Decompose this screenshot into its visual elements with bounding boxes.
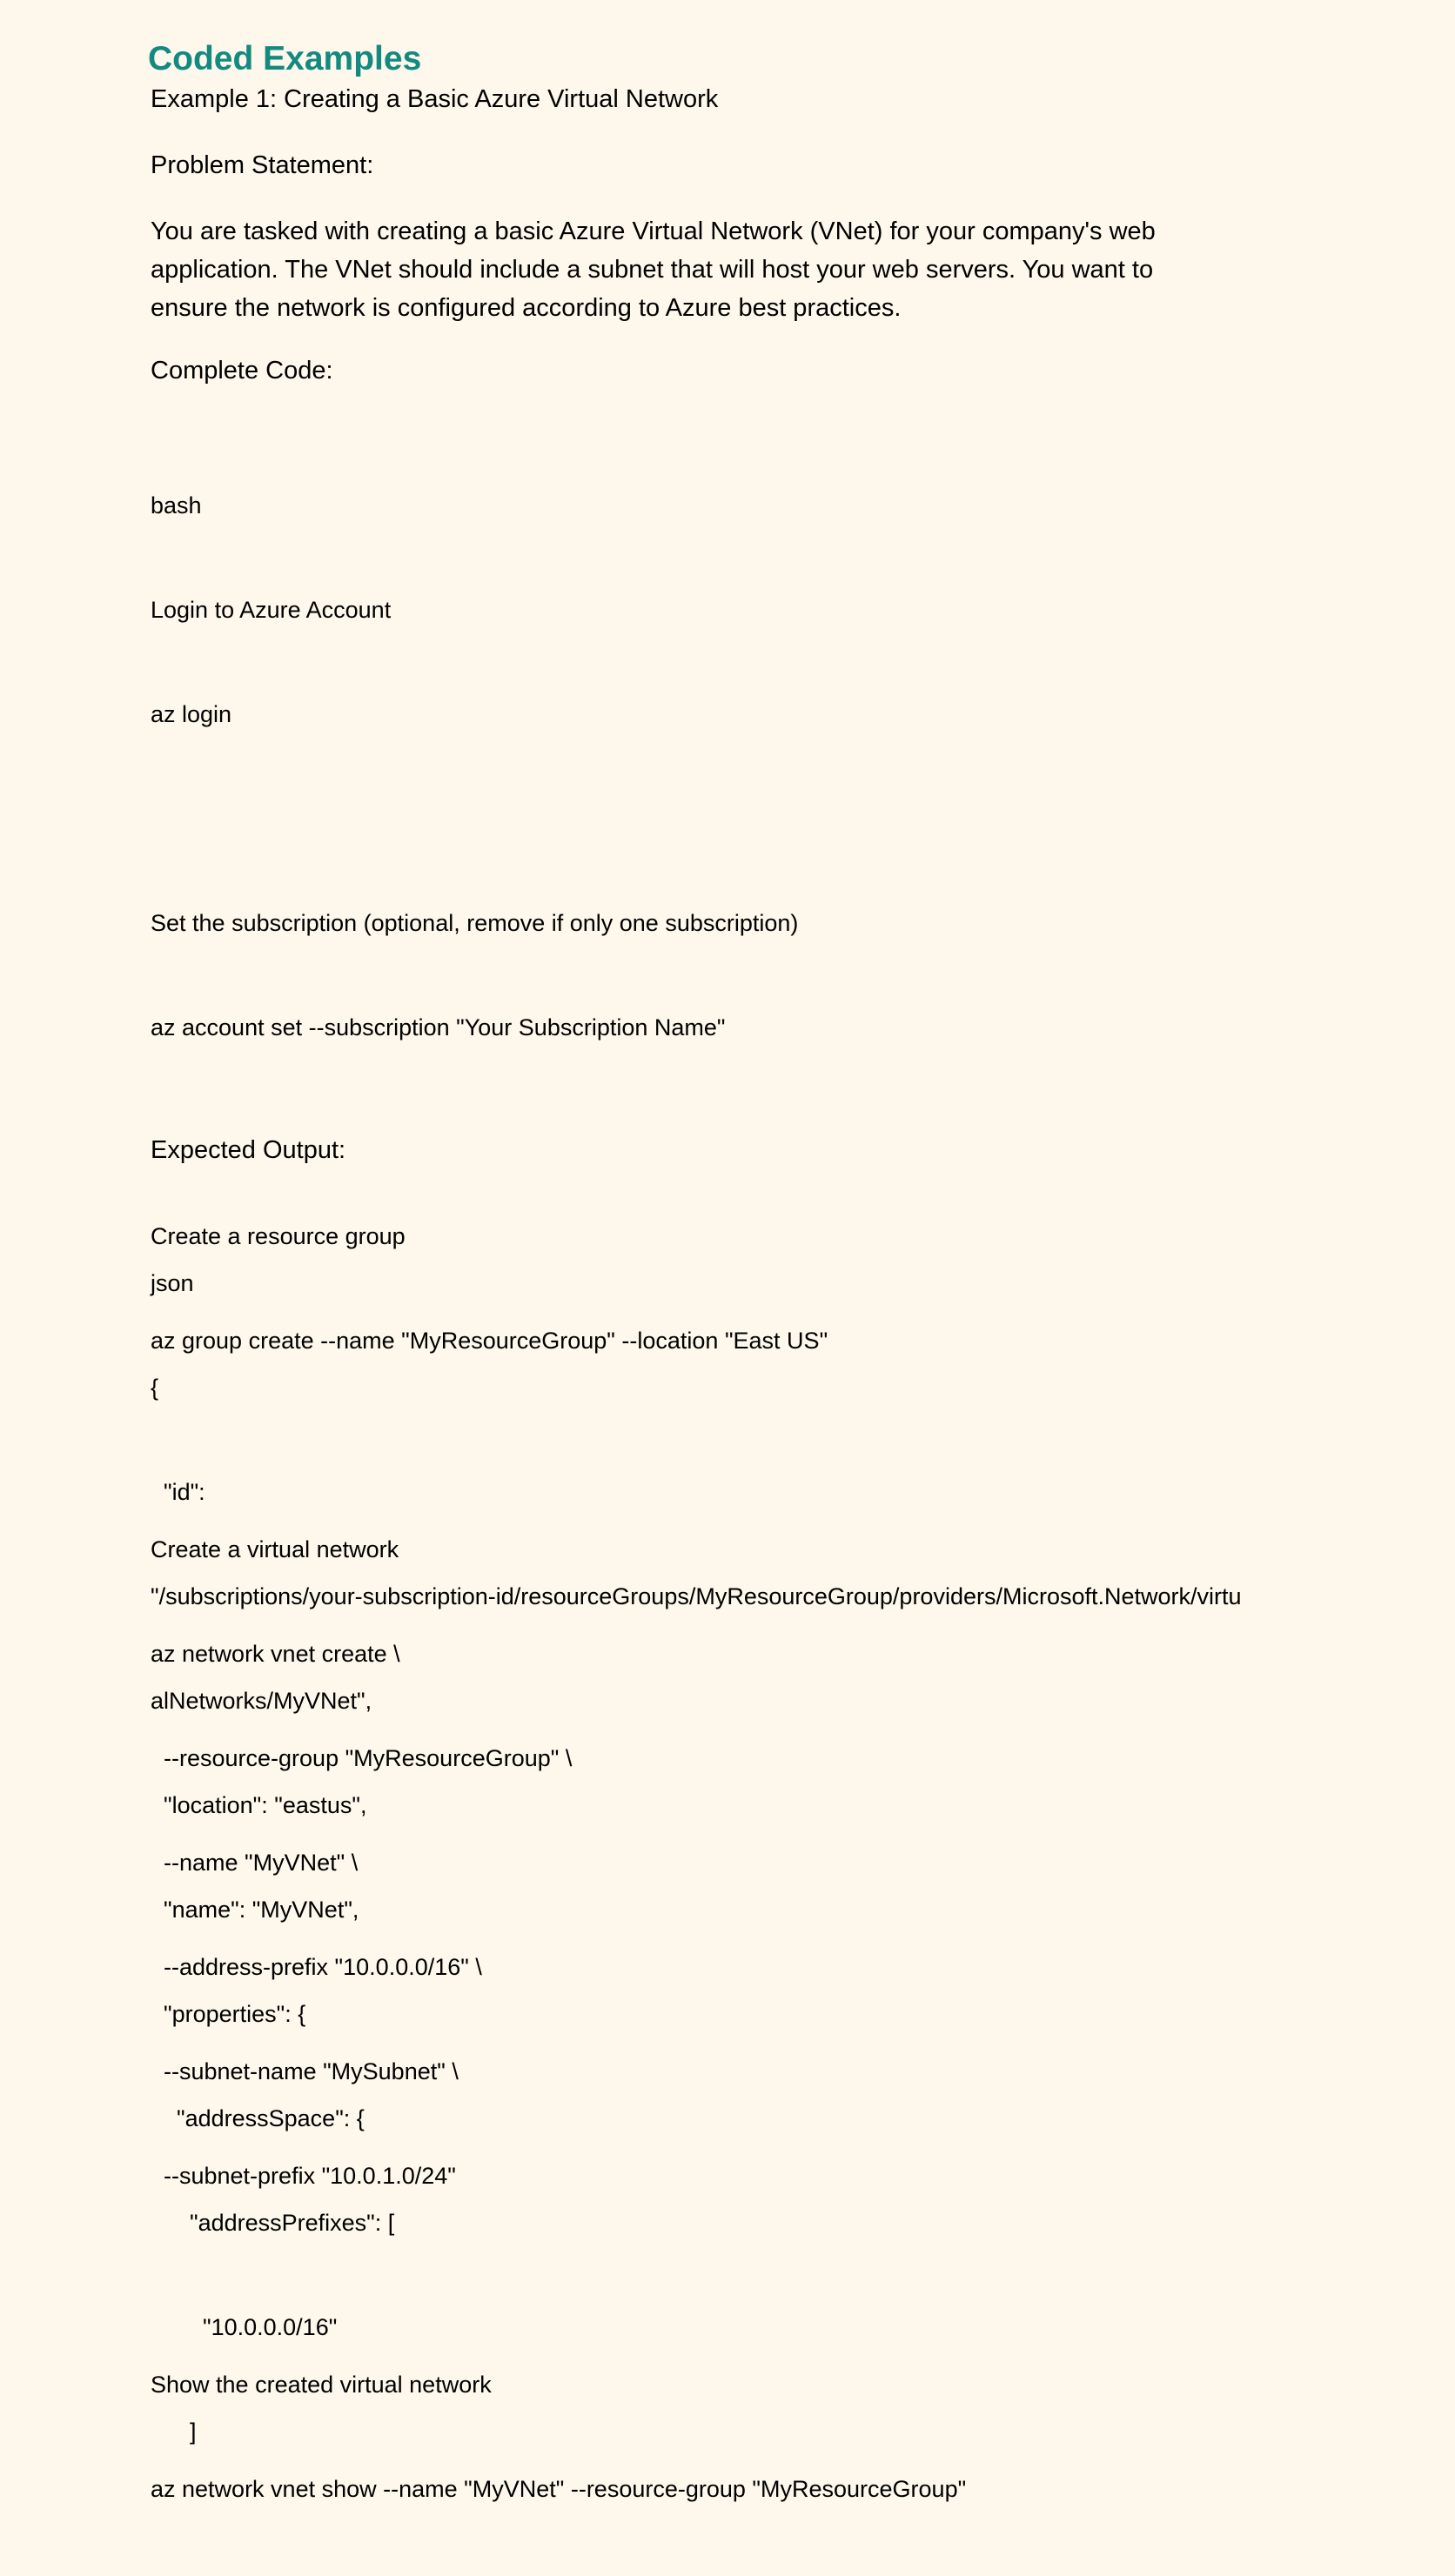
problem-line: ensure the network is configured according to Azure best practices. — [151, 294, 902, 322]
code-line: "properties": { — [151, 2001, 306, 2027]
code-line: Login to Azure Account — [151, 597, 392, 623]
code-line: "name": "MyVNet", — [151, 1897, 359, 1923]
code-line: --name "MyVNet" \ — [151, 1850, 359, 1876]
code-line: alNetworks/MyVNet", — [151, 1688, 372, 1714]
code-line: az network vnet create \ — [151, 1641, 400, 1667]
section-heading: Coded Examples — [148, 40, 422, 77]
example-title: Example 1: Creating a Basic Azure Virtual Network — [151, 85, 719, 113]
code-line: --address-prefix "10.0.0.0/16" \ — [151, 1954, 482, 1980]
code-line — [151, 801, 966, 836]
code-line: --resource-group "MyResourceGroup" \ — [151, 1745, 573, 1771]
code-line: Create a resource group — [151, 1223, 406, 1249]
code-line: bash — [151, 492, 202, 519]
code-line: "addressPrefixes": [ — [151, 2210, 395, 2236]
code-line: { — [151, 1375, 159, 1401]
code-line: az group create --name "MyResourceGroup" --location "East US" — [151, 1328, 828, 1354]
code-line: ] — [151, 2419, 197, 2445]
code-line: "addressSpace": { — [151, 2105, 365, 2131]
code-line: "location": "eastus", — [151, 1792, 367, 1818]
code-line: "10.0.0.0/16" — [151, 2314, 338, 2340]
code-line: --subnet-name "MySubnet" \ — [151, 2058, 459, 2084]
problem-line: application. The VNet should include a subnet that will host your web servers. You want to — [151, 256, 1154, 284]
code-line: "/subscriptions/your-subscription-id/resourceGroups/MyResourceGroup/providers/Microsoft.Network/virtu — [151, 1583, 1242, 1609]
complete-code-label: Complete Code: — [151, 357, 333, 385]
problem-line: You are tasked with creating a basic Azure Virtual Network (VNet) for your company's web — [151, 217, 1156, 245]
code-line: az login — [151, 701, 232, 727]
code-line: --subnet-prefix "10.0.1.0/24" — [151, 2163, 456, 2189]
code-line: Create a virtual network — [151, 1536, 399, 1562]
problem-statement-label: Problem Statement: — [151, 151, 374, 179]
expected-output-label: Expected Output: — [151, 1136, 346, 1164]
json-output-block — [151, 1196, 1242, 2519]
code-line: Set the subscription (optional, remove if only one subscription) — [151, 910, 799, 936]
code-line: json — [151, 1270, 194, 1296]
code-line: az network vnet show --name "MyVNet" --resource-group "MyResourceGroup" — [151, 2476, 967, 2502]
code-line: az account set --subscription "Your Subscription Name" — [151, 1014, 726, 1040]
code-line: Show the created virtual network — [151, 2372, 492, 2398]
code-line: "id": — [151, 1479, 205, 1505]
problem-statement-paragraph — [151, 212, 1308, 327]
